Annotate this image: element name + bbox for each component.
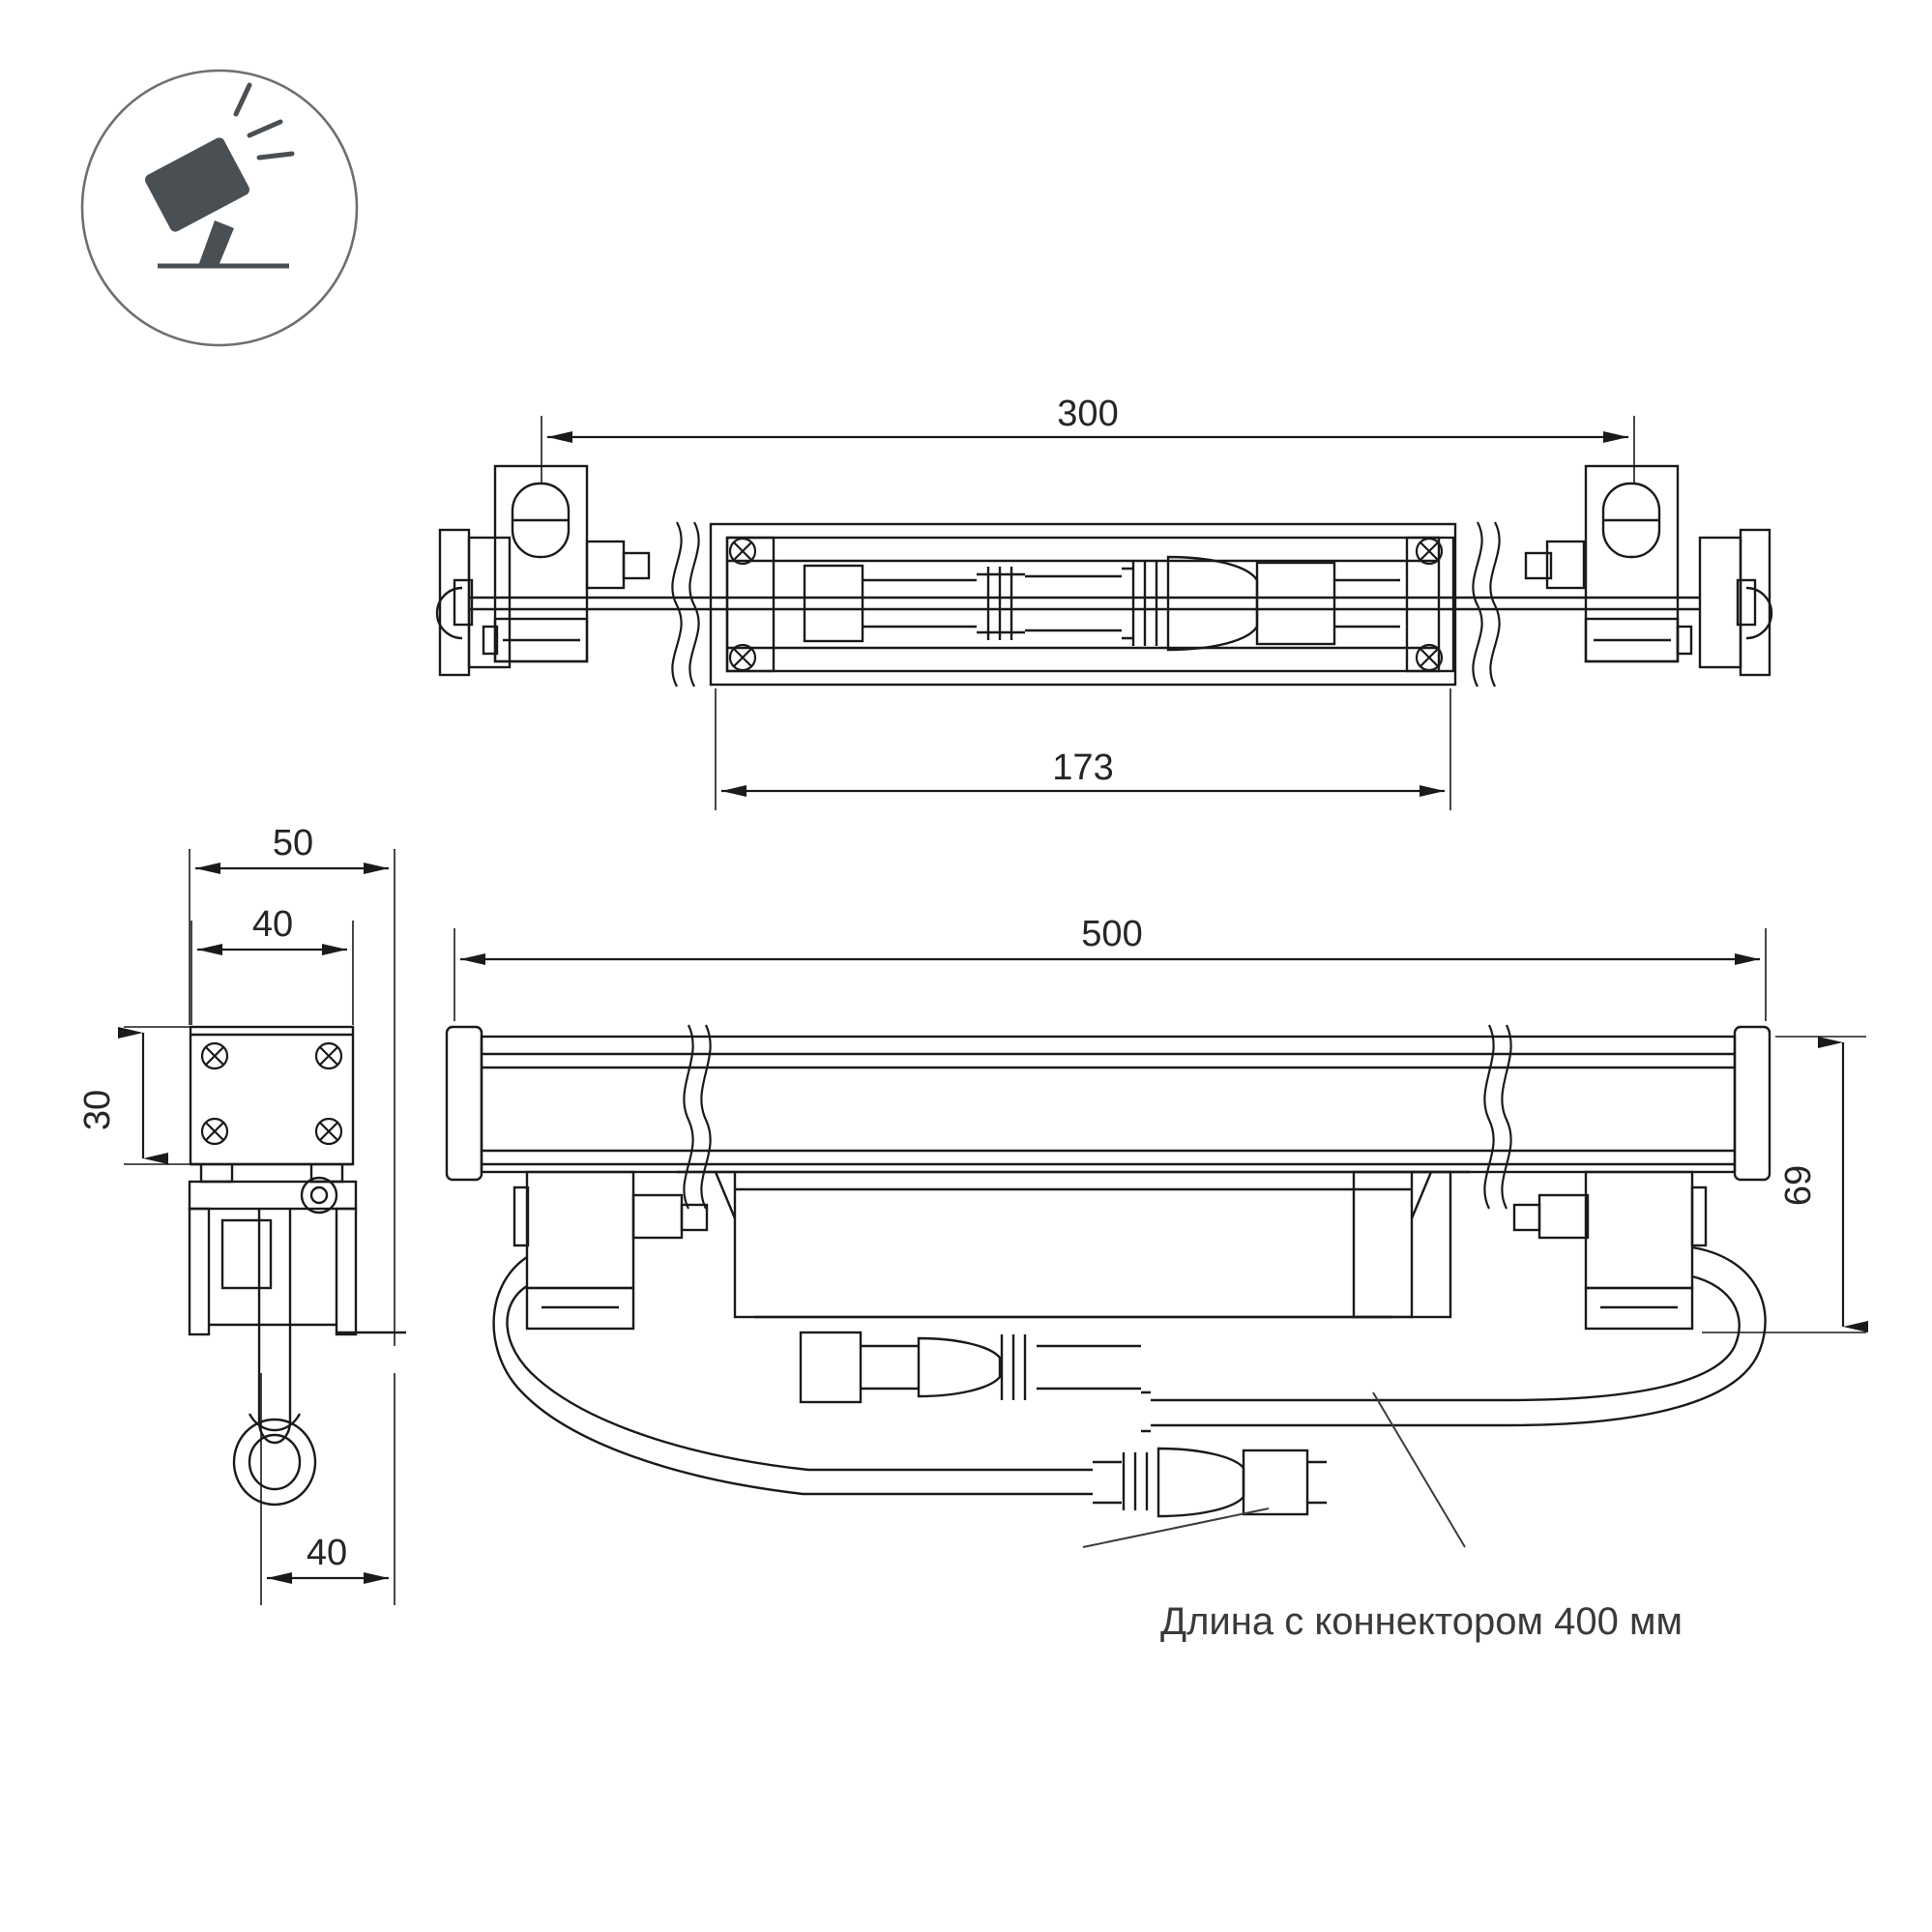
dimension-main-69 — [1702, 1037, 1866, 1332]
dimension-label-173: 173 — [1052, 747, 1114, 788]
top-view-drawing — [437, 466, 1771, 687]
dimension-label-40-bottom: 40 — [306, 1533, 348, 1573]
spotlight-mounting-icon — [82, 71, 357, 345]
dimension-top-173 — [716, 688, 1450, 810]
dimension-label-30: 30 — [77, 1089, 118, 1131]
dimension-top-300 — [542, 394, 1634, 483]
dimension-label-50: 50 — [272, 823, 314, 864]
dimension-main-500 — [454, 914, 1766, 1021]
dimension-label-69: 69 — [1778, 1164, 1819, 1207]
dimension-label-300: 300 — [1057, 394, 1119, 434]
connector-length-note: Длина с коннектором 400 мм — [1160, 1600, 1683, 1643]
dimension-side-50 — [190, 823, 395, 1346]
dimension-side-40-top — [191, 904, 353, 1025]
front-view-drawing — [447, 1025, 1770, 1547]
dimension-label-500: 500 — [1081, 914, 1143, 954]
dimension-label-40-top: 40 — [251, 904, 294, 945]
dimension-side-30 — [77, 1027, 190, 1164]
end-view-drawing — [190, 1027, 406, 1505]
